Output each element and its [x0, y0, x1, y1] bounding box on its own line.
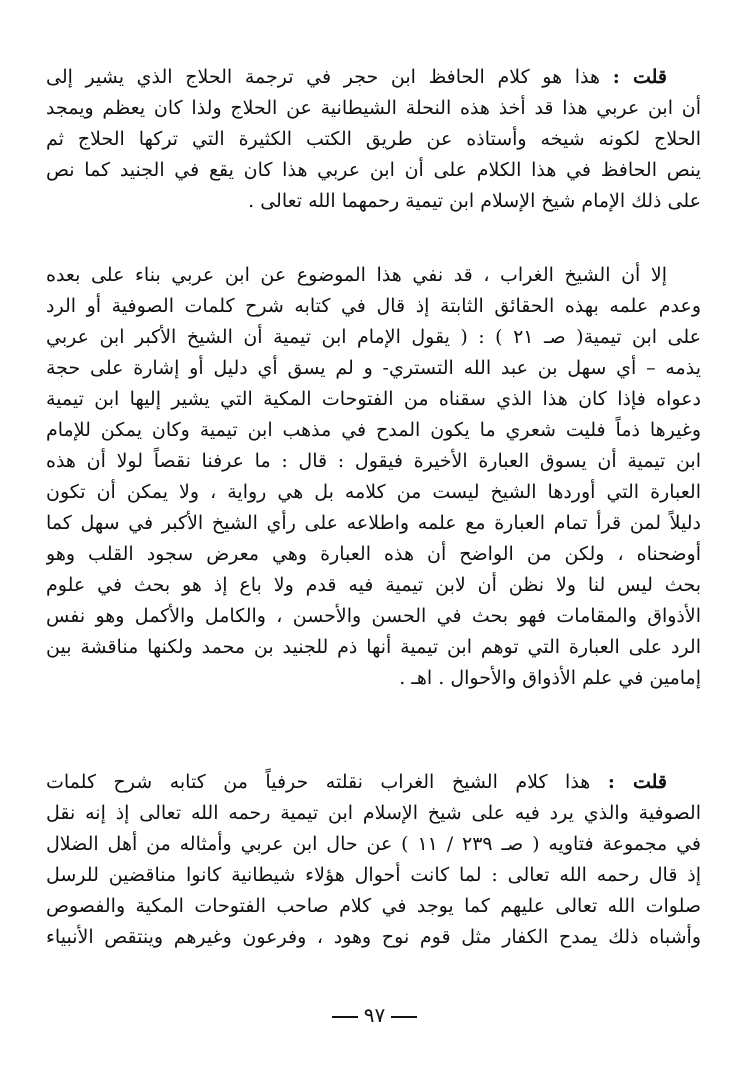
text-line: وغيرها ذماً فليت شعري ما يكون المدح في مذهب ابن تيمية وكان يمكن للإمام: [46, 419, 701, 441]
text-line: الحلاج لكونه شيخه وأستاذه عن طريق الكتب الكثيرة التي تركها الحلاج ثم: [46, 128, 701, 150]
text-line: الصوفية والذي يرد فيه على شيخ الإسلام ابن تيمية رحمه الله تعالى إذ إنه نقل: [46, 802, 701, 824]
text-line: أن ابن عربي هذا قد أخذ هذه النحلة الشيطانية عن الحلاج ولذا كان يعظم ويمجد: [46, 97, 701, 119]
text-line: على ابن تيمية( صـ ٢١ ) : ( يقول الإمام ابن تيمية أن الشيخ الأكبر ابن عربي: [46, 326, 701, 348]
paragraph-2: [46, 260, 701, 694]
text-line: وعدم علمه بهذه الحقائق الثابتة إذ قال في كتابه شرح كلمات الصوفية أو الرد: [46, 295, 701, 317]
text-line: وأشباه ذلك يمدح الكفار مثل قوم نوح وهود ، وفرعون وغيرهم وينتقص الأنبياء: [46, 926, 701, 948]
text-line: أوضحناه ، ولكن من الواضح أن هذه العبارة وهي معرض سجود القلب وهو: [46, 543, 701, 565]
text-line: الأذواق والمقامات فهو بحث في الحسن والأحسن ، والكامل والأكمل وهو نفس: [46, 605, 701, 627]
page-number-dash: [391, 1016, 417, 1018]
page-number: [0, 1003, 749, 1027]
text-line: على ذلك الإمام شيخ الإسلام ابن تيمية رحمهما الله تعالى .: [248, 190, 701, 212]
text-line: ينص الحافظ في هذا الكلام على أن ابن عربي هذا كان يقع في الجنيد كما نص: [46, 159, 701, 181]
paragraph-lead: قلت :: [607, 771, 667, 793]
paragraph-1: [46, 62, 701, 217]
text-line: العبارة التي أوردها الشيخ ليست من كلامه بل هي رواية ، ولا يمكن أن تكون: [46, 481, 701, 503]
text-line: قلت : هذا كلام الشيخ الغراب نقلته حرفياً من كتابه شرح كلمات: [46, 771, 667, 793]
text-line: صلوات الله تعالى عليهم كما يوجد في كلام صاحب الفتوحات المكية والفصوص: [46, 895, 701, 917]
text-line: قلت : هذا هو كلام الحافظ ابن حجر في ترجمة الحلاج الذي يشير إلى: [46, 66, 667, 88]
text-line: ابن تيمية أن يسوق العبارة الأخيرة فيقول : قال : ما عرفنا نقصاً لولا أن هذه: [46, 450, 701, 472]
page-number-dash: [332, 1016, 358, 1018]
paragraph-3: [46, 767, 701, 953]
text-line: دعواه فإذا كان هذا الذي سقناه من الفتوحات المكية التي يشير إليها ابن تيمية: [46, 388, 701, 410]
text-line: يذمه – أي سهل بن عبد الله التستري- و لم يسق أي دليل أو إشارة على حجة: [46, 357, 701, 379]
text-line: إذ قال رحمه الله تعالى : لما كانت أحوال هؤلاء شيطانية كانوا مناقضين للرسل: [46, 864, 701, 886]
text-line: بحث ليس لنا ولا نظن أن لابن تيمية فيه قدم ولا باع إذ هو بحث في علوم: [46, 574, 701, 596]
text-line: إلا أن الشيخ الغراب ، قد نفي هذا الموضوع عن ابن عربي بناء على بعده: [46, 264, 667, 286]
text-line: الرد على العبارة التي توهم ابن تيمية أنها ذم للجنيد بن محمد ولكنها مناقشة بين: [46, 636, 701, 658]
paragraph-lead: قلت :: [612, 66, 667, 88]
text-line: إمامين في علم الأذواق والأحوال . اهـ .: [399, 667, 701, 689]
text-line: في مجموعة فتاويه ( صـ ٢٣٩ / ١١ ) عن حال ابن عربي وأمثاله من أهل الضلال: [46, 833, 701, 855]
page-number-value: ٩٧: [363, 1003, 386, 1027]
text-line: دليلاً لمن قرأ تمام العبارة مع علمه واطلاعه على رأي الشيخ الأكبر في سهل كما: [46, 512, 701, 534]
